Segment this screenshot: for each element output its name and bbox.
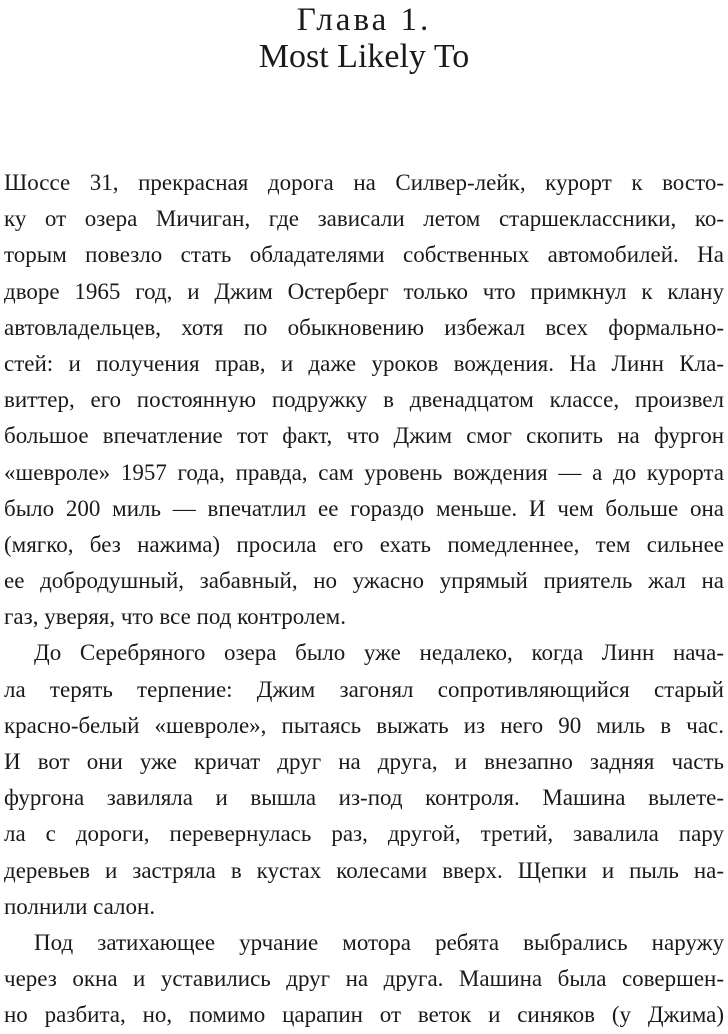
text-line: ла терять терпение: Джим загонял сопротивляющийся старый: [4, 676, 724, 702]
text-line: дворе 1965 год, и Джим Остерберг только что примкнул к клану: [4, 278, 724, 304]
text-line: ее добродушный, забавный, но ужасно упрямый приятель жал на: [4, 568, 724, 594]
text-line: ла с дороги, перевернулась раз, другой, третий, завалила пару: [4, 821, 724, 847]
text-line: виттер, его постоянную подружку в двенадцатом классе, произвел: [4, 387, 724, 413]
text-line: автовладельцев, хотя по обыкновению избежал всех формально-: [4, 314, 724, 340]
text-line: торым повезло стать обладателями собственных автомобилей. На: [4, 242, 724, 268]
chapter-number: Глава 1.: [296, 2, 432, 38]
text-line: «шевроле» 1957 года, правда, сам уровень вождения — а до курорта: [4, 459, 724, 485]
text-line: ку от озера Мичиган, где зависали летом старшеклассники, ко-: [4, 206, 724, 232]
paragraph-start-line: До Серебряного озера было уже недалеко, когда Линн нача-: [34, 640, 724, 666]
text-line: через окна и уставились друг на друга. Машина была совершен-: [4, 966, 724, 992]
text-line: (мягко, без нажима) просила его ехать помедленнее, тем сильнее: [4, 531, 724, 557]
text-line: газ, уверяя, что все под контролем.: [4, 604, 346, 630]
chapter-title: Most Likely To: [258, 38, 470, 75]
text-line: И вот они уже кричат друг на друга, и внезапно задняя часть: [4, 749, 724, 774]
text-line: большое впечатление тот факт, что Джим смог скопить на фургон: [4, 423, 724, 449]
text-line: фургона завиляла и вышла из-под контроля. Машина вылете-: [4, 785, 724, 811]
text-line: деревьев и застряла в кустах колесами вверх. Щепки и пыль на-: [4, 857, 724, 883]
text-line: красно-белый «шевроле», пытаясь выжать из него 90 миль в час.: [4, 712, 724, 738]
text-line: но разбита, но, помимо царапин от веток и синяков (у Джима): [4, 1002, 724, 1028]
text-line: Шоссе 31, прекрасная дорога на Силвер-лейк, курорт к восто-: [4, 170, 724, 195]
paragraph-start-line: Под затихающее урчание мотора ребята выбрались наружу: [34, 929, 724, 955]
text-line: было 200 миль — впечатлил ее гораздо меньше. И чем больше она: [4, 495, 724, 521]
body-text: [4, 165, 724, 1034]
text-line: полнили салон.: [4, 893, 156, 919]
text-line: стей: и получения прав, и даже уроков вождения. На Линн Кла-: [4, 350, 724, 376]
